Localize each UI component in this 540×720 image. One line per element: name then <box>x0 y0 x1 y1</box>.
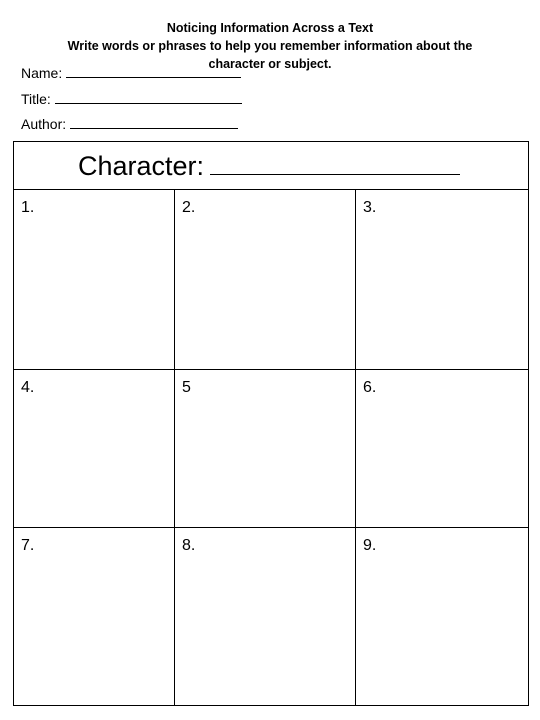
name-field <box>21 64 241 82</box>
note-cell[interactable] <box>356 528 528 705</box>
author-field <box>21 115 238 133</box>
title-blank[interactable] <box>55 90 242 104</box>
cell-number: 3. <box>363 199 377 216</box>
title-field <box>21 90 242 108</box>
note-cell[interactable] <box>175 370 356 528</box>
cell-number: 9. <box>363 537 377 554</box>
character-label: Character: <box>78 151 205 181</box>
author-blank[interactable] <box>70 115 238 129</box>
character-field <box>78 150 460 182</box>
note-cell[interactable] <box>356 370 528 528</box>
note-cell[interactable] <box>14 528 175 705</box>
instructions-line-2: character or subject. <box>208 57 332 71</box>
note-cell[interactable] <box>14 190 175 370</box>
character-row <box>14 142 528 190</box>
note-cell[interactable] <box>356 190 528 370</box>
cell-number: 6. <box>363 379 377 396</box>
cell-number: 8. <box>182 537 196 554</box>
title-label: Title: <box>21 91 51 107</box>
cell-number: 2. <box>182 199 196 216</box>
cell-number: 1. <box>21 199 35 216</box>
cell-number: 5 <box>182 379 191 396</box>
character-blank[interactable] <box>210 150 460 175</box>
note-cell[interactable] <box>175 528 356 705</box>
notes-grid <box>14 190 528 705</box>
worksheet-title: Noticing Information Across a Text <box>166 21 374 35</box>
cell-number: 4. <box>21 379 35 396</box>
name-label: Name: <box>21 65 63 81</box>
note-cell[interactable] <box>14 370 175 528</box>
name-blank[interactable] <box>66 64 241 78</box>
author-label: Author: <box>21 116 67 132</box>
instructions-line-1: Write words or phrases to help you remember information about the <box>67 39 473 53</box>
cell-number: 7. <box>21 537 35 554</box>
note-cell[interactable] <box>175 190 356 370</box>
worksheet-table <box>13 141 529 706</box>
